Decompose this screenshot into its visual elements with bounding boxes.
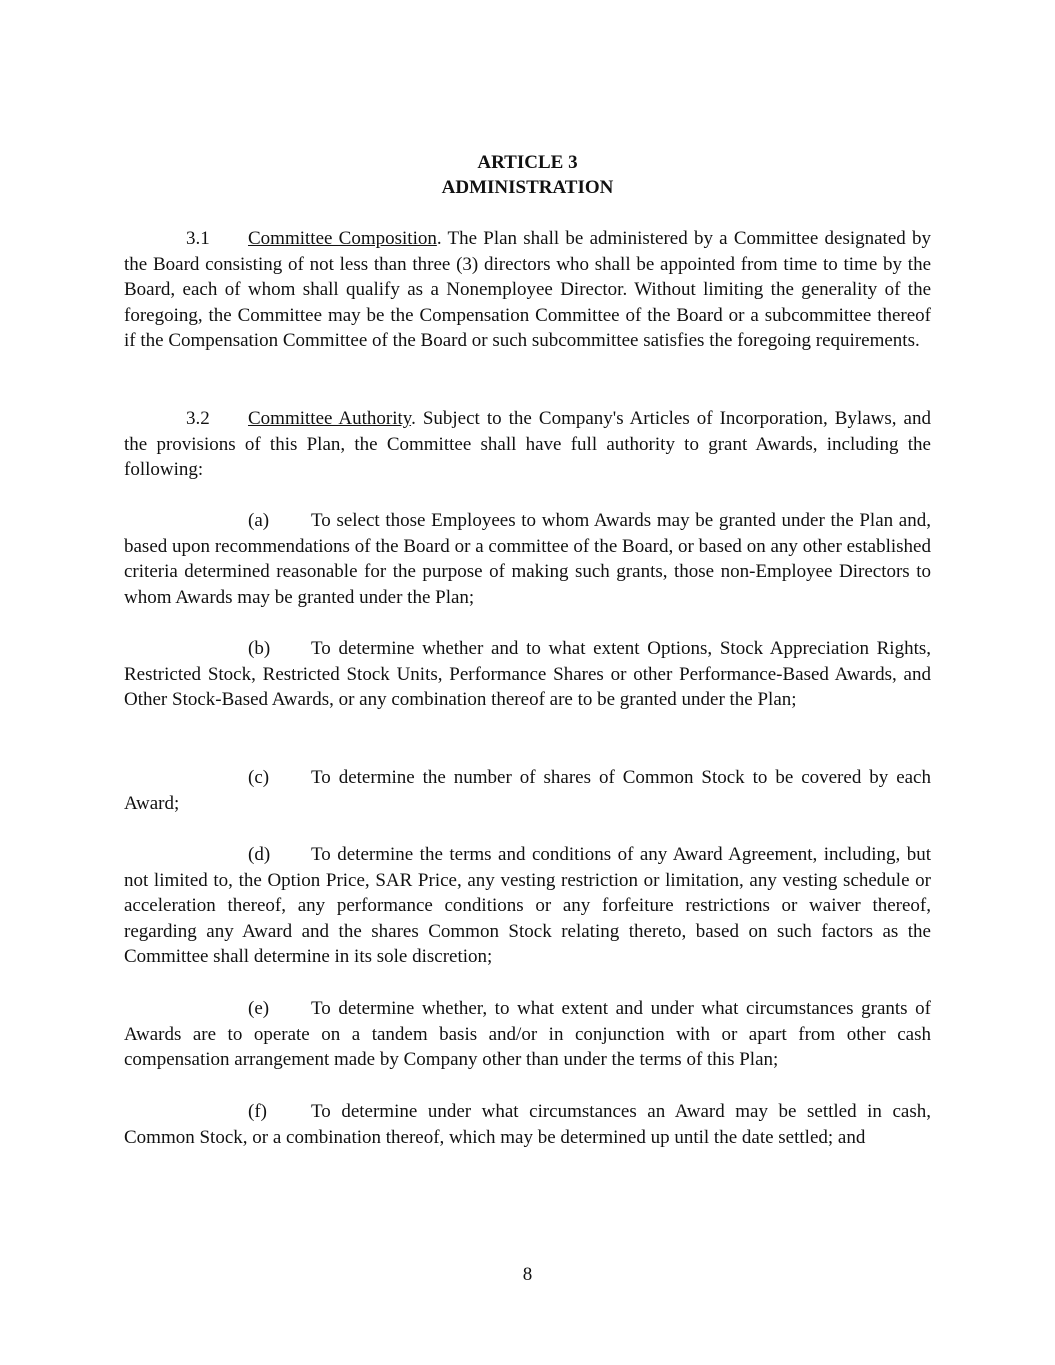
item-letter: (d) [248, 844, 271, 865]
item-b [124, 636, 931, 713]
section-number: 3.1 [186, 228, 210, 249]
item-letter: (f) [248, 1101, 267, 1122]
item-c [124, 765, 931, 816]
item-letter: (c) [248, 767, 270, 788]
section-body: . Subject to the Company's Articles of Incorporation, Bylaws, and the provisions of this Plan, the Committee shall have full authority to grant Awards, including the following: [124, 408, 931, 481]
item-text: To determine whether and to what extent Options, Stock Appreciation Rights, Restricted Stock, Restricted Stock Units, Performance Shares or other Performance-Based Awards, and Other Stock-Based Awards, or any combination thereof are to be granted under the Plan; [124, 638, 931, 711]
section-number: 3.2 [186, 408, 210, 429]
item-letter: (a) [248, 510, 270, 531]
item-text: To select those Employees to whom Awards may be granted under the Plan and, based upon recommendations of the Board or a committee of the Board, or based on any other established criteria determined reasonable for the purpose of making such grants, those non-Employee Directors to whom Awards may be granted under the Plan; [124, 510, 931, 608]
item-text: To determine the terms and conditions of any Award Agreement, including, but not limited to, the Option Price, SAR Price, any vesting restriction or limitation, any vesting schedule or acceleration thereof, any performance conditions or any forfeiture restrictions or waiver thereof, regarding any Award and the shares Common Stock relating thereto, based on such factors as the Committee shall determine in its sole discretion; [124, 844, 931, 968]
item-letter: (e) [248, 998, 270, 1019]
section-body: . The Plan shall be administered by a Committee designated by the Board consisting of not less than three (3) directors who shall be appointed from time to time by the Board, each of whom shall qualify as a Nonemployee Director. Without limiting the generality of the foregoing, the Committee may be the Compensation Committee of the Board or a subcommittee thereof if the Compensation Committee of the Board or such subcommittee satisfies the foregoing requirements. [124, 228, 931, 352]
item-text: To determine whether, to what extent and under what circumstances grants of Awards are to operate on a tandem basis and/or in conjunction with or apart from other cash compensation arrangement made by Company other than under the terms of this Plan; [124, 998, 931, 1071]
section-heading: Committee Authority [248, 408, 412, 429]
item-letter: (b) [248, 638, 271, 659]
item-d [124, 842, 931, 970]
article-number: ARTICLE 3 [477, 152, 578, 173]
item-e [124, 996, 931, 1073]
item-f [124, 1099, 931, 1150]
item-text: To determine the number of shares of Common Stock to be covered by each Award; [124, 767, 931, 814]
item-a [124, 508, 931, 610]
section-heading: Committee Composition [248, 228, 437, 249]
article-title: ADMINISTRATION [441, 177, 614, 198]
item-text: To determine under what circumstances an Award may be settled in cash, Common Stock, or a combination thereof, which may be determined up until the date settled; and [124, 1101, 931, 1148]
section-3-1 [124, 226, 931, 354]
page-number: 8 [522, 1264, 533, 1285]
section-3-2 [124, 406, 931, 483]
